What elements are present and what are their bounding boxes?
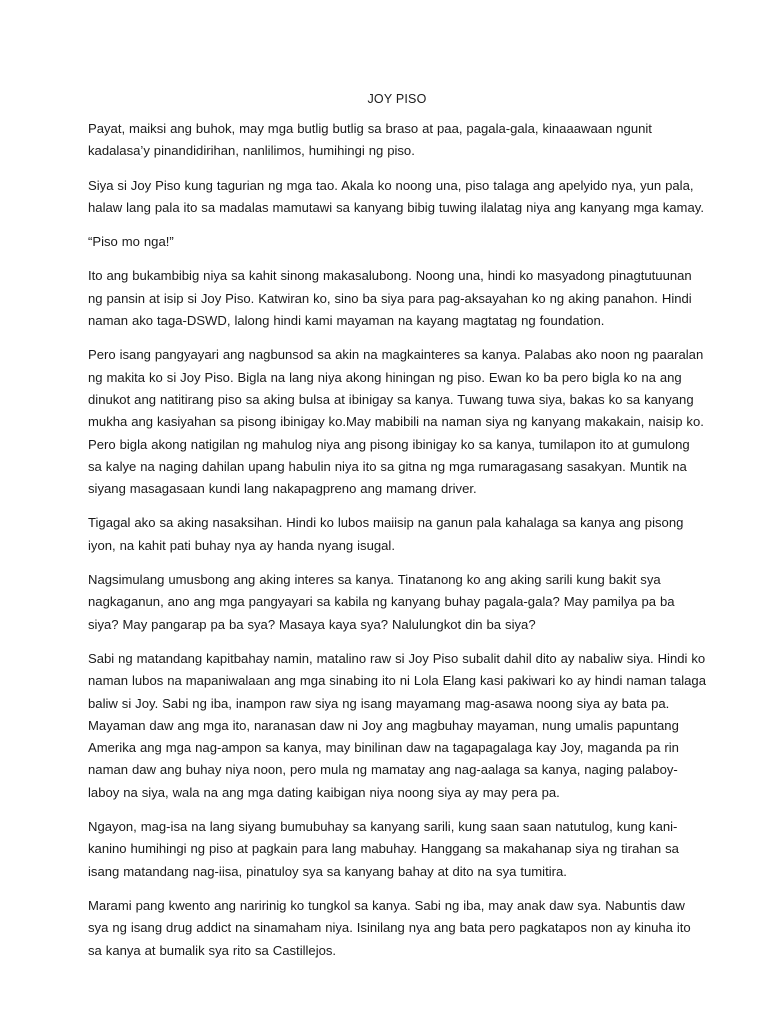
paragraph-1: Payat, maiksi ang buhok, may mga butlig butlig sa braso at paa, pagala-gala, kinaaawaan ngunit kadalasa’y pinandidirihan, nanlilimos, humihingi ng piso. — [88, 121, 652, 159]
paragraph-10: Marami pang kwento ang naririnig ko tungkol sa kanya. Sabi ng iba, may anak daw sya. Nabuntis daw sya ng isang drug addict na sinamaham niya. Isinilang nya ang bata pero pagkatapos non ay kinuha ito sa kanya at bumalik sya rito sa Castillejos. — [88, 897, 691, 958]
paragraph-4: Ito ang bukambibig niya sa kahit sinong makasalubong. Noong una, hindi ko masyadong pinagtutuunan ng pansin at isip si Joy Piso. Katwiran ko, sino ba siya para pag-aksayahan ko ng aking panahon. Hindi naman ako taga-DSWD, lalong hindi kami mayaman na kayang magtatag ng foundation. — [88, 268, 692, 329]
paragraph-6: Tigagal ako sa aking nasaksihan. Hindi ko lubos maiisip na ganun pala kahalaga sa kanya ang pisong iyon, na kahit pati buhay nya ay handa nyang isugal. — [88, 515, 684, 553]
document-title: JOY PISO — [367, 92, 427, 106]
paragraph-8: Sabi ng matandang kapitbahay namin, matalino raw si Joy Piso subalit dahil dito ay nabaliw siya. Hindi ko naman lubos na mapaniwalaan ang mga sinabing ito ni Lola Elang kasi pakiwari ko ay hindi naman talaga baliw si Joy. Sabi ng iba, inampon raw siya ng isang mayamang mag-asawa noong siya ay bata pa. Mayaman daw ang mga ito, naranasan daw ni Joy ang magbuhay mayaman, nung umalis papuntang Amerika ang mga nag-ampon sa kanya, may binilinan daw na tagapagalaga kay Joy, maganda pa rin naman daw ang buhay niya noon, pero mula ng mamatay ang nag-aalaga sa kanya, naging palaboy-laboy na siya, wala na ang mga dating kaibigan niya noong siya ay may pera pa. — [88, 650, 706, 800]
paragraph-9: Ngayon, mag-isa na lang siyang bumubuhay sa kanyang sarili, kung saan saan natutulog, kung kani-kanino humihingi ng piso at pagkain para lang mabuhay. Hanggang sa makahanap siya ng tirahan sa isang matandang nag-iisa, pinatuloy sya sa kanyang bahay at dito na sya tumitira. — [88, 819, 679, 879]
paragraph-7: Nagsimulang umusbong ang aking interes sa kanya. Tinatanong ko ang aking sarili kung bakit sya nagkaganun, ano ang mga pangyayari sa kabila ng kanyang buhay pagala-gala? May pamilya pa ba siya? May pangarap pa ba sya? Masaya kaya sya? Nalulungkot din ba siya? — [88, 572, 675, 632]
paragraph-5: Pero isang pangyayari ang nagbunsod sa akin na magkainteres sa kanya. Palabas ako noon ng paaralan ng makita ko si Joy Piso. Bigla na lang niya akong hiningan ng piso. Ewan ko ba pero bigla ko na ang dinukot ang natitirang piso sa aking bulsa at ibinigay sa kanya. Tuwang tuwa siya, bakas ko sa kanyang mukha ang kasiyahan sa pisong ibinigay ko.May mabibili na naman siya ng kanyang makakain, naisip ko. Pero bigla akong natigilan ng mahulog niya ang pisong ibinigay ko sa kanya, tumilapon ito at gumulong sa kalye na naging dahilan upang habulin niya ito sa gitna ng mga rumaragasang sasakyan. Muntik na siyang masagasaan kundi lang nakapagpreno ang mamang driver. — [88, 347, 704, 497]
paragraph-2: Siya si Joy Piso kung tagurian ng mga tao. Akala ko noong una, piso talaga ang apelyido nya, yun pala, halaw lang pala ito sa madalas mamutawi sa kanyang bibig tuwing ilalatag niya ang kanyang mga kamay. — [88, 177, 704, 215]
paragraph-3: “Piso mo nga!” — [88, 234, 174, 250]
